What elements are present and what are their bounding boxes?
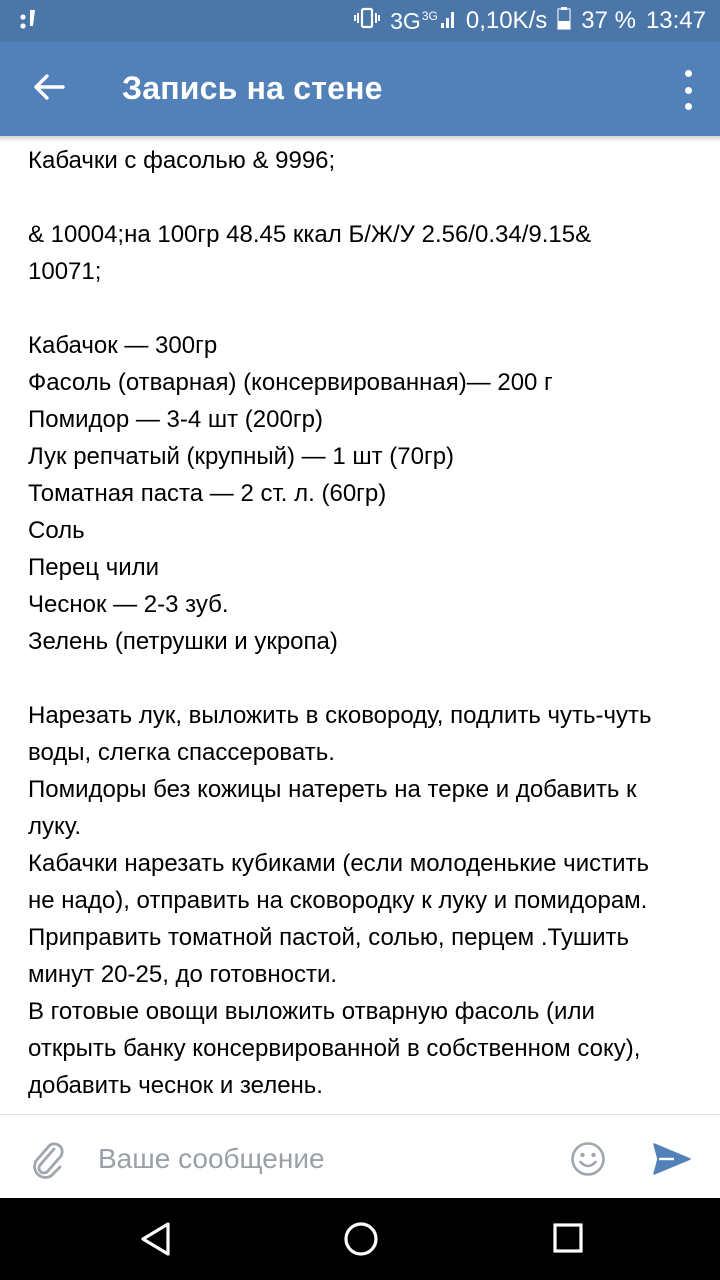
post-line: & 10004;на 100гр 48.45 ккал Б/Ж/У 2.56/0.34/9.15& 10071; — [28, 221, 592, 285]
battery-percent: 37 % — [581, 7, 636, 34]
nav-home-button[interactable] — [342, 1220, 380, 1258]
circle-home-icon — [342, 1220, 380, 1258]
ingredient-line: Зелень (петрушки и укропа) — [28, 628, 338, 655]
paperclip-icon — [30, 1139, 66, 1179]
message-composer — [0, 1114, 720, 1199]
signal-icon — [440, 7, 456, 36]
system-nav-bar — [0, 1198, 720, 1280]
message-input[interactable]: Ваше сообщение — [98, 1143, 325, 1174]
emoji-button[interactable] — [570, 1141, 606, 1177]
clock: 13:47 — [645, 7, 706, 34]
ingredient-line: Томатная паста — 2 ст. л. (60гр) — [28, 480, 387, 507]
ingredient-line: Соль — [28, 517, 85, 544]
notification-icon — [18, 8, 40, 37]
app-bar — [0, 42, 720, 136]
send-button[interactable] — [652, 1141, 692, 1177]
back-button[interactable] — [26, 64, 72, 110]
triangle-back-icon — [138, 1220, 174, 1258]
network-type: $3G^{3G}$ — [390, 7, 438, 34]
instruction-line: Приправить томатной пастой, солью, перцем .Тушить минут 20-25, до готовности. — [28, 924, 629, 988]
instruction-line: В готовые овощи выложить отварную фасоль (или открыть банку консервированной в собственном соку), добавить чеснок и зелень. — [28, 998, 641, 1099]
post-line: Кабачки с фасолью & 9996; — [28, 147, 336, 174]
ingredient-line: Помидор — 3-4 шт (200гр) — [28, 406, 323, 433]
vibrate-icon — [354, 6, 380, 37]
attach-button[interactable] — [30, 1139, 66, 1179]
ingredient-line: Фасоль (отварная) (консервированная)— 200 г — [28, 369, 553, 396]
ingredient-line: Чеснок — 2-3 зуб. — [28, 591, 229, 618]
arrow-left-icon — [33, 73, 65, 101]
send-icon — [652, 1141, 692, 1177]
ingredient-line: Лук репчатый (крупный) — 1 шт (70гр) — [28, 443, 455, 470]
instruction-line: Кабачки нарезать кубиками (если молоденькие чистить не надо), отправить на сковородку к луку и помидорам. — [28, 850, 649, 914]
ingredient-line: Кабачок — 300гр — [28, 332, 218, 359]
more-vert-icon — [685, 70, 692, 77]
battery-icon — [557, 6, 571, 37]
ingredient-line: Перец чили — [28, 554, 160, 581]
nav-recents-button[interactable] — [552, 1222, 584, 1254]
post-text — [28, 142, 700, 1110]
network-speed: 0,10K/s — [465, 7, 548, 34]
more-options-button[interactable] — [676, 70, 700, 110]
smile-icon — [570, 1141, 606, 1177]
square-recents-icon — [552, 1222, 584, 1254]
instruction-line: Помидоры без кожицы натереть на терке и добавить к луку. — [28, 776, 637, 840]
instruction-line: Нарезать лук, выложить в сковороду, подлить чуть-чуть воды, слегка спассеровать. — [28, 702, 652, 766]
nav-back-button[interactable] — [138, 1220, 174, 1258]
page-title: Запись на стене — [122, 70, 383, 106]
status-bar — [0, 0, 720, 42]
